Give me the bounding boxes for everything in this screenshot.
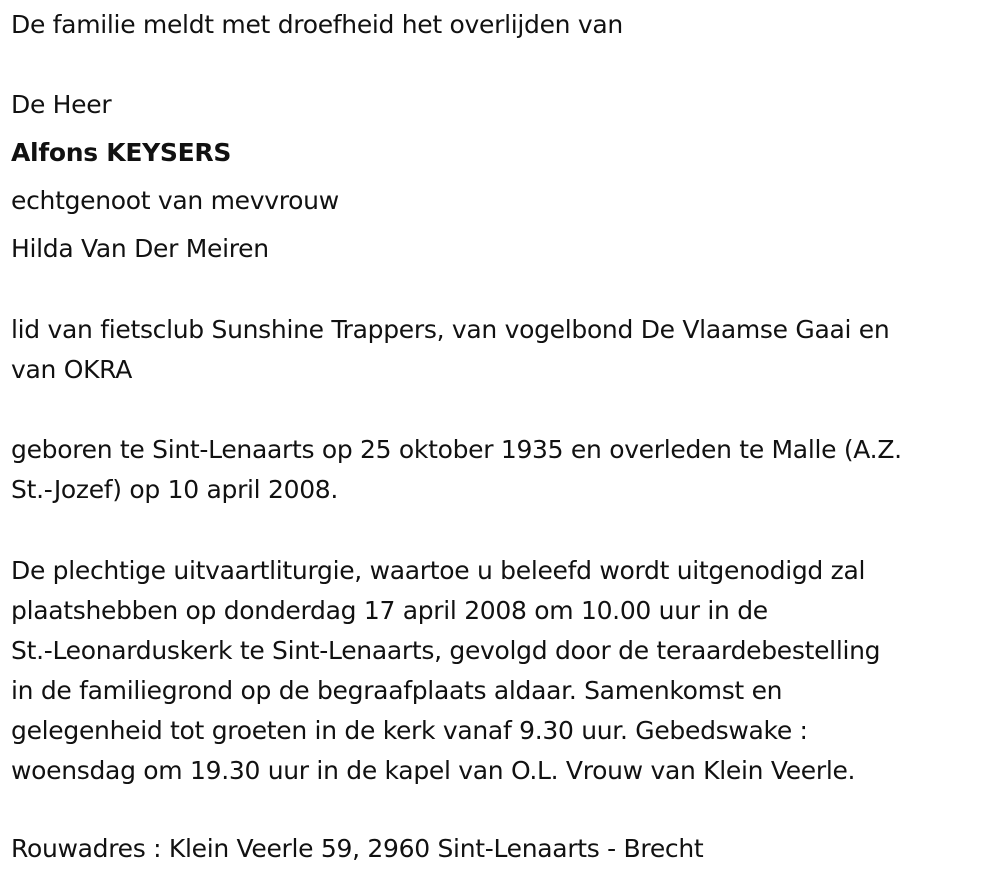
spouse-name: Hilda Van Der Meiren bbox=[11, 234, 269, 263]
deceased-title: De Heer bbox=[11, 90, 112, 119]
spouse-line: echtgenoot van mevvrouw bbox=[11, 186, 339, 215]
intro-text: De familie meldt met droefheid het overlijden van bbox=[11, 10, 623, 39]
birth-death-line: geboren te Sint-Lenaarts op 25 oktober 1935 en overleden te Malle (A.Z. bbox=[11, 435, 902, 464]
funeral-line: woensdag om 19.30 uur in de kapel van O.L. Vrouw van Klein Veerle. bbox=[11, 756, 856, 785]
funeral-line: plaatshebben op donderdag 17 april 2008 om 10.00 uur in de bbox=[11, 596, 768, 625]
funeral-line: De plechtige uitvaartliturgie, waartoe u beleefd wordt uitgenodigd zal bbox=[11, 556, 866, 585]
deceased-name: Alfons KEYSERS bbox=[11, 138, 232, 167]
funeral-line: St.-Leonarduskerk te Sint-Lenaarts, gevolgd door de teraardebestelling bbox=[11, 636, 881, 665]
memberships-paragraph bbox=[11, 310, 986, 390]
birth-death-paragraph bbox=[11, 430, 986, 510]
funeral-paragraph bbox=[11, 551, 986, 791]
memberships-line: lid van fietsclub Sunshine Trappers, van vogelbond De Vlaamse Gaai en bbox=[11, 315, 890, 344]
funeral-line: in de familiegrond op de begraafplaats aldaar. Samenkomst en bbox=[11, 676, 783, 705]
funeral-line: gelegenheid tot groeten in de kerk vanaf 9.30 uur. Gebedswake : bbox=[11, 716, 808, 745]
address-text: Rouwadres : Klein Veerle 59, 2960 Sint-Lenaarts - Brecht bbox=[11, 834, 704, 863]
birth-death-line: St.-Jozef) op 10 april 2008. bbox=[11, 475, 339, 504]
memberships-line: van OKRA bbox=[11, 355, 133, 384]
